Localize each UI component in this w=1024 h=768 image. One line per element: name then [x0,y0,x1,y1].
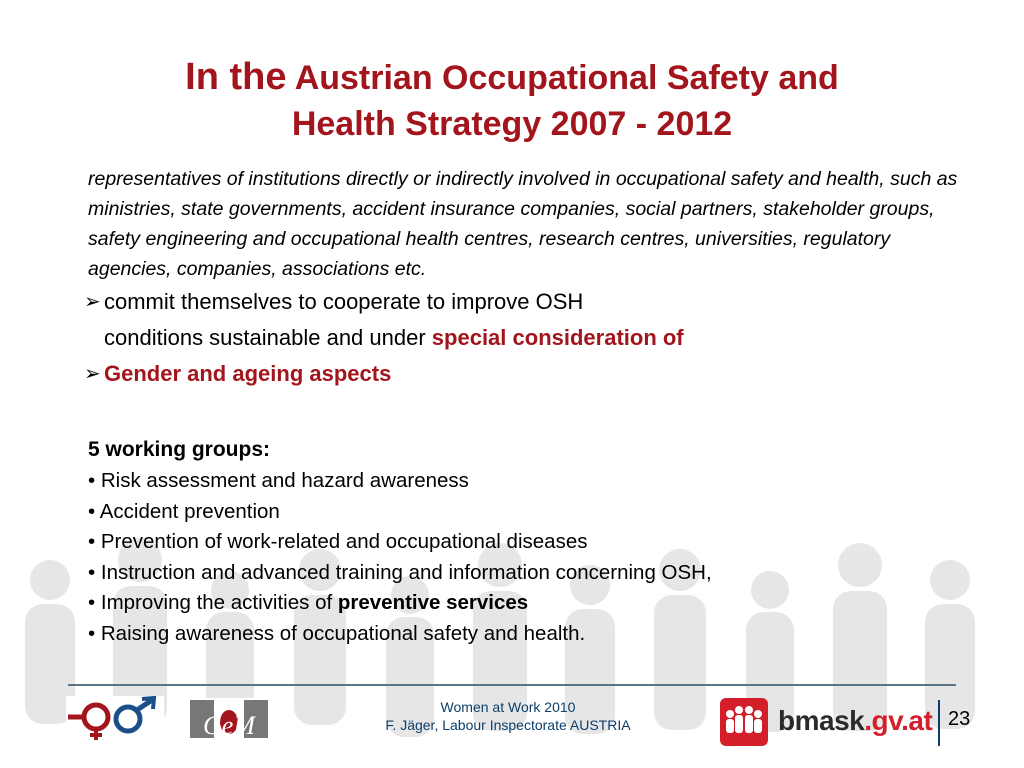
preventive-services-bold: preventive services [337,591,529,614]
gender-symbols-icon [66,696,164,742]
page-number: 23 [948,708,971,730]
working-groups-list [88,466,968,649]
footer-author: F. Jäger, Labour Inspectorate AUSTRIA [385,717,631,733]
commit-item [84,284,968,356]
intro-paragraph: representatives of institutions directly or indirectly involved in occupational safety and health, such as ministries, state governments, accident insurance companies, social partners, stakeholder groups, safety engineering and occupational health centres, research centres, universities, regulatory agencies, companies, associations etc. [88,168,958,280]
slide-title [0,54,1024,147]
arrow-bullet-icon: ➢ [84,363,101,385]
list-item: • Raising awareness of occupational safety and health. [88,621,586,645]
title-lead: In the [185,56,287,98]
footer-event: Women at Work 2010 [440,699,576,715]
commit-line2: conditions sustainable and under [104,325,432,350]
gem-logo [188,698,270,740]
commit-emphasis: special consideration of [431,325,684,350]
arrow-bullet-icon: ➢ [84,291,101,313]
bmask-logo-text: bmask.gv.at [778,705,933,736]
slide-content [84,164,968,649]
footer-credits [338,698,678,734]
page-number-separator [938,700,940,746]
title-rest: Austrian Occupational Safety and [294,59,839,97]
gem-logo-text: GeM [203,711,255,740]
gender-item [84,356,968,392]
title-line2: Health Strategy 2007 - 2012 [291,105,733,143]
gender-symbols-logo [66,696,164,742]
list-item: • Prevention of work-related and occupational diseases [88,530,588,553]
list-item: • Accident prevention [88,499,280,523]
list-item: • Instruction and advanced training and information concerning OSH, [88,560,712,584]
footer-divider [68,684,956,686]
working-groups-title: 5 working groups: [88,438,271,461]
list-item: • Risk assessment and hazard awareness [88,469,469,492]
bmask-people-icon [720,698,768,746]
list-item: • Improving the activities of preventive services [88,591,529,614]
commit-line1: commit themselves to cooperate to improve OSH [104,289,584,314]
gender-line: Gender and ageing aspects [104,361,392,386]
